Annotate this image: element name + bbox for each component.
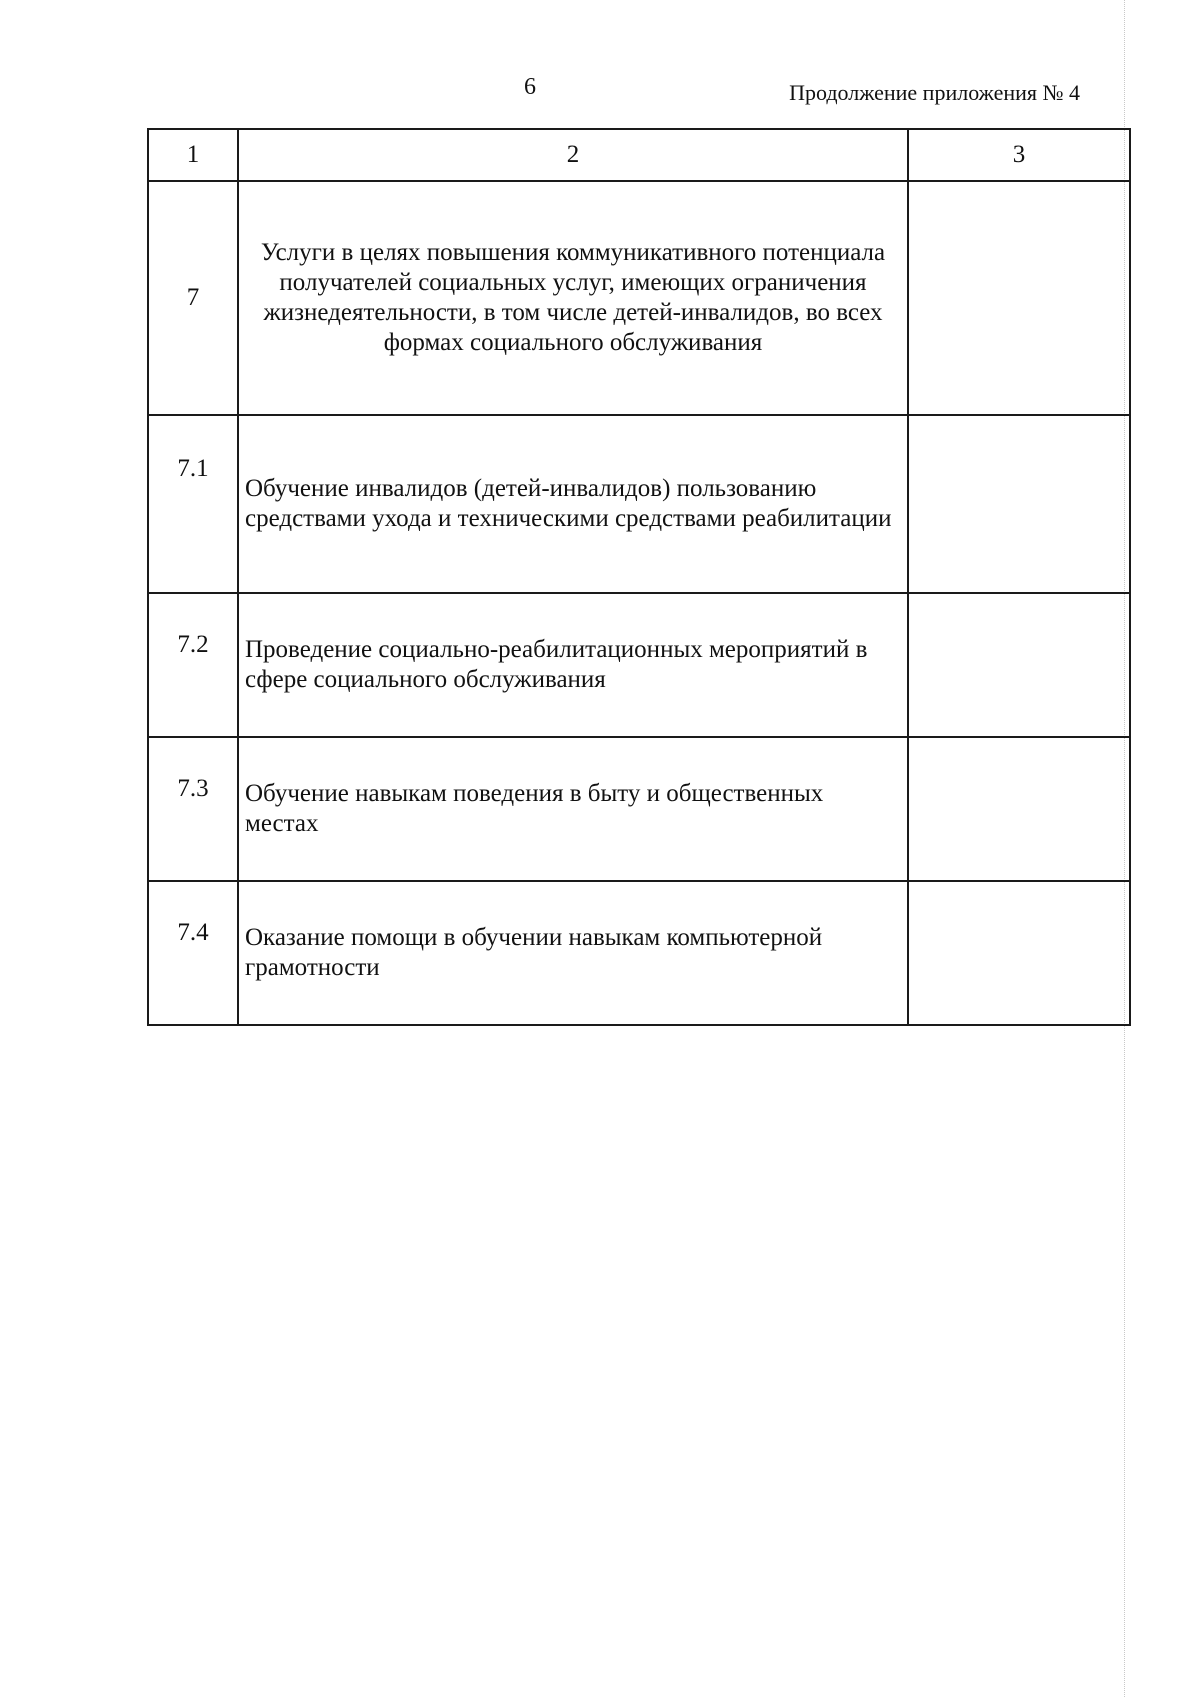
column-header-2: 2 xyxy=(238,129,908,181)
table-row xyxy=(148,593,1130,737)
row-number: 7.1 xyxy=(148,415,238,593)
column-header-3: 3 xyxy=(908,129,1130,181)
row-text: Услуги в целях повышения коммуникативного потенциала получателей социальных услуг, имеющих ограничения жизнедеятельности, в том числе детей-инвалидов, во всех формах социального обслуживания xyxy=(238,181,908,415)
row-text: Обучение навыкам поведения в быту и общественных местах xyxy=(238,737,908,881)
row-text: Проведение социально-реабилитационных мероприятий в сфере социального обслуживания xyxy=(238,593,908,737)
row-col3 xyxy=(908,415,1130,593)
appendix-continuation-note: Продолжение приложения № 4 xyxy=(789,80,1080,105)
row-col3 xyxy=(908,737,1130,881)
row-text: Оказание помощи в обучении навыкам компьютерной грамотности xyxy=(238,881,908,1025)
table-row xyxy=(148,415,1130,593)
row-number: 7.4 xyxy=(148,881,238,1025)
row-col3 xyxy=(908,881,1130,1025)
table-header-row xyxy=(148,129,1130,181)
row-col3 xyxy=(908,593,1130,737)
row-number: 7 xyxy=(148,181,238,415)
column-header-1: 1 xyxy=(148,129,238,181)
services-table xyxy=(147,128,1131,1026)
page-number: 6 xyxy=(524,74,536,100)
row-number: 7.2 xyxy=(148,593,238,737)
row-text: Обучение инвалидов (детей-инвалидов) пользованию средствами ухода и техническими средствами реабилитации xyxy=(238,415,908,593)
table-row xyxy=(148,881,1130,1025)
table-row xyxy=(148,737,1130,881)
table-row xyxy=(148,181,1130,415)
row-number: 7.3 xyxy=(148,737,238,881)
row-col3 xyxy=(908,181,1130,415)
